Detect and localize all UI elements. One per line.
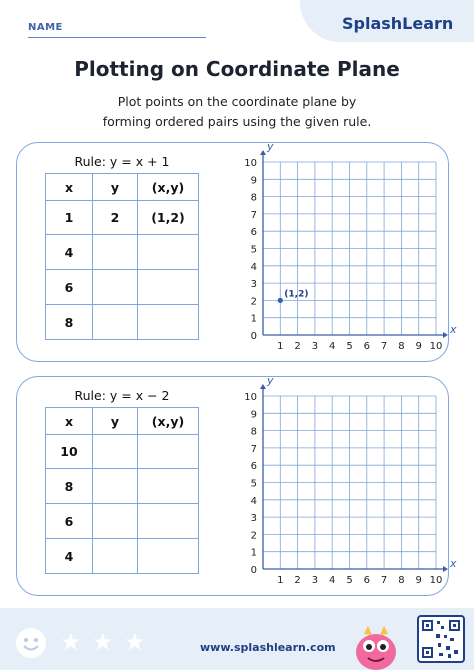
x-tick-label: 9	[415, 341, 422, 352]
x-tick-label: 9	[415, 575, 422, 586]
cell-x: 8	[46, 469, 93, 504]
cell-y[interactable]	[93, 504, 138, 539]
table-row	[46, 305, 199, 340]
x-axis-arrow-icon	[443, 566, 448, 572]
x-tick-label: 1	[277, 341, 284, 352]
x-tick-label: 5	[346, 575, 353, 586]
footer-url[interactable]: www.splashlearn.com	[200, 641, 336, 654]
y-axis-arrow-icon	[260, 150, 266, 155]
y-tick-label: 4	[250, 261, 257, 273]
cell-y[interactable]	[93, 469, 138, 504]
plotted-point	[278, 298, 283, 303]
y-tick-label: 9	[250, 409, 257, 421]
header-xy: (x,y)	[138, 174, 199, 201]
cell-y[interactable]: 2	[93, 201, 138, 235]
cell-xy[interactable]	[138, 435, 199, 469]
y-tick-label: 2	[250, 530, 257, 542]
x-axis-label: x	[450, 557, 457, 570]
y-axis-label: y	[267, 374, 274, 387]
y-tick-label: 2	[250, 296, 257, 308]
y-tick-label: 3	[250, 513, 257, 525]
y-tick-label: 8	[250, 192, 257, 204]
x-tick-label: 1	[277, 575, 284, 586]
table-header-row	[46, 174, 199, 201]
y-tick-label: 9	[250, 175, 257, 187]
instructions	[60, 92, 414, 132]
cell-y[interactable]	[93, 270, 138, 305]
x-tick-label: 4	[329, 341, 336, 352]
cell-xy[interactable]	[138, 504, 199, 539]
instructions-line-1: Plot points on the coordinate plane by	[117, 94, 357, 109]
y-tick-label: 7	[250, 209, 257, 221]
problem-panel-2	[16, 374, 457, 596]
y-tick-label: 6	[250, 227, 257, 239]
x-axis-arrow-icon	[443, 332, 448, 338]
table-row	[46, 201, 199, 235]
coordinate-grid-1[interactable]	[227, 140, 457, 355]
header-x: x	[46, 408, 93, 435]
x-tick-label: 7	[380, 575, 388, 586]
problem-panel-1	[16, 140, 457, 362]
value-table	[45, 173, 199, 340]
x-tick-label: 2	[294, 575, 301, 586]
y-tick-label: 10	[244, 158, 257, 169]
x-tick-label: 3	[311, 575, 319, 586]
name-line[interactable]	[28, 37, 206, 38]
x-tick-label: 10	[429, 341, 443, 352]
y-tick-label: 5	[250, 244, 257, 256]
y-tick-label: 0	[250, 331, 257, 342]
star-icon: ★	[92, 628, 114, 656]
y-tick-label: 10	[244, 392, 257, 403]
cell-x: 10	[46, 435, 93, 469]
cell-x: 4	[46, 539, 93, 574]
y-axis-arrow-icon	[260, 384, 266, 389]
qr-code-icon[interactable]	[417, 615, 465, 663]
page-title: Plotting on Coordinate Plane	[74, 57, 400, 81]
cell-y[interactable]	[93, 235, 138, 270]
y-tick-label: 5	[250, 478, 257, 490]
header-x: x	[46, 174, 93, 201]
table-row	[46, 235, 199, 270]
x-tick-label: 6	[363, 341, 370, 352]
cell-x: 1	[46, 201, 93, 235]
table-row	[46, 270, 199, 305]
y-tick-label: 3	[250, 279, 257, 291]
coordinate-grid-2[interactable]	[227, 374, 457, 589]
instructions-line-2: forming ordered pairs using the given rule.	[102, 114, 372, 129]
cell-x: 6	[46, 504, 93, 539]
star-icon: ★	[124, 628, 146, 656]
x-tick-label: 6	[363, 575, 370, 586]
header-y: y	[93, 408, 138, 435]
table-header-row	[46, 408, 199, 435]
cell-x: 8	[46, 305, 93, 340]
cell-xy[interactable]	[138, 305, 199, 340]
y-tick-label: 1	[250, 313, 257, 325]
smiley-icon	[14, 626, 48, 660]
y-tick-label: 7	[250, 443, 257, 455]
cell-xy[interactable]	[138, 469, 199, 504]
rule-label: Rule: y = x + 1	[74, 154, 170, 169]
monster-mascot-icon	[350, 618, 402, 670]
table-row	[46, 469, 199, 504]
x-tick-label: 8	[398, 575, 405, 586]
point-label: (1,2)	[284, 289, 309, 300]
header-xy: (x,y)	[138, 408, 199, 435]
x-axis-label: x	[450, 323, 457, 336]
y-tick-label: 8	[250, 426, 257, 438]
cell-xy[interactable]: (1,2)	[138, 201, 199, 235]
y-tick-label: 4	[250, 495, 257, 507]
star-icon: ★	[60, 628, 82, 656]
x-tick-label: 4	[329, 575, 336, 586]
x-tick-label: 7	[380, 341, 388, 352]
y-tick-label: 6	[250, 461, 257, 473]
value-table	[45, 407, 199, 574]
cell-xy[interactable]	[138, 235, 199, 270]
cell-x: 6	[46, 270, 93, 305]
rule-label: Rule: y = x − 2	[74, 388, 170, 403]
y-tick-label: 1	[250, 547, 257, 559]
x-tick-label: 3	[311, 341, 319, 352]
table-row	[46, 504, 199, 539]
table-row	[46, 539, 199, 574]
y-tick-label: 0	[250, 565, 257, 576]
y-axis-label: y	[267, 140, 274, 153]
header-y: y	[93, 174, 138, 201]
cell-xy[interactable]	[138, 270, 199, 305]
cell-y[interactable]	[93, 305, 138, 340]
name-label: NAME	[28, 22, 63, 33]
splashlearn-logo: SplashLearn	[342, 14, 454, 33]
x-tick-label: 5	[346, 341, 353, 352]
x-tick-label: 2	[294, 341, 301, 352]
x-tick-label: 10	[429, 575, 443, 586]
table-row	[46, 435, 199, 469]
cell-xy[interactable]	[138, 539, 199, 574]
cell-y[interactable]	[93, 539, 138, 574]
x-tick-label: 8	[398, 341, 405, 352]
cell-x: 4	[46, 235, 93, 270]
cell-y[interactable]	[93, 435, 138, 469]
